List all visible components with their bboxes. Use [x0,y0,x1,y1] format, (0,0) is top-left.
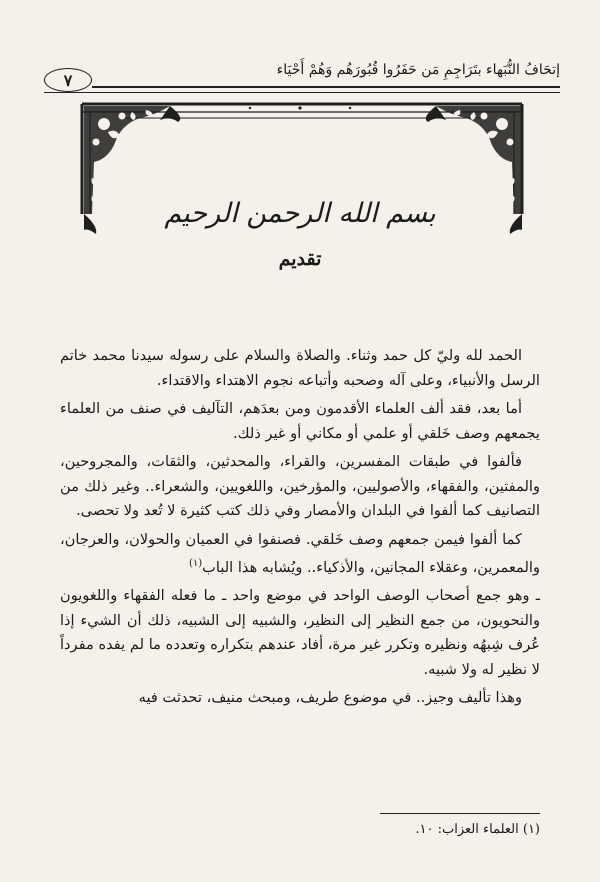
basmala: بسم الله الرحمن الرحيم [164,198,436,229]
paragraph-text: كما ألفوا فيمن جمعهم وصف خَلقي. فصنفوا في العميان والحولان، والعرجان، والمعمرين، وعقلاء المجانين، والأذكياء.. ويُشابه هذا الباب [60,530,540,576]
paragraph: وهذا تأليف وجيز.. في موضوع طريف، ومبحث منيف، تحدثت فيه [138,689,522,707]
paragraph: أما بعد، فقد ألف العلماء الأقدمون ومن بعدَهم، التآليف في صنف من العلماء يجمعهم وصف خَلقي أو علمي أو مكاني أو غير ذلك. [60,400,540,442]
body-text [60,344,540,715]
footnote-marker: (١) [188,558,203,569]
page-number: ٧ [44,68,92,92]
paragraph: ـ وهو جمع أصحاب الوصف الواحد في موضع واحد ـ ما فعله الفقهاء واللغويون والنحويون، من جمع النظير إلى النظير، والشبيه إلى الشبيه، ذلك أن الشيء إذا عُرف شِبهُه ونظيره وتكرر غير مرة، أفاد عندهم بتكراره وتعدده ما لم يفده مفرداً لا نظير له ولا شبيه. [60,587,540,678]
paragraph: فألفوا في طبقات المفسرين، والقراء، والمحدثين، والثقات، والمجروحين، والمفتين، والفقهاء، والأصوليين، والمؤرخين، واللغويين، والشعراء.. وغير ذلك من التصانيف كما ألفوا في البلدان والأمصار وفي ذلك كتب كثيرة لا تُعد ولا تحصى. [60,453,540,519]
paragraph [60,528,540,581]
paragraph: الحمد لله وليّ كل حمد وثناء. والصلاة والسلام على رسوله سيدنا محمد خاتم الرسل والأنبياء، وعلى آله وصحبه وأتباعه نجوم الاهتداء والاقتداء. [60,347,540,389]
footnote-rule [380,813,540,814]
section-heading: تقديم [278,248,322,270]
book-title: إتحَافُ النُّبَهاء بتَرَاجِمِ مَن حَفَرُوا قُبُورَهُم وَهُمْ أَحْيَاء [276,62,560,78]
footnote: (١) العلماء العزاب: ١٠. [415,822,540,837]
